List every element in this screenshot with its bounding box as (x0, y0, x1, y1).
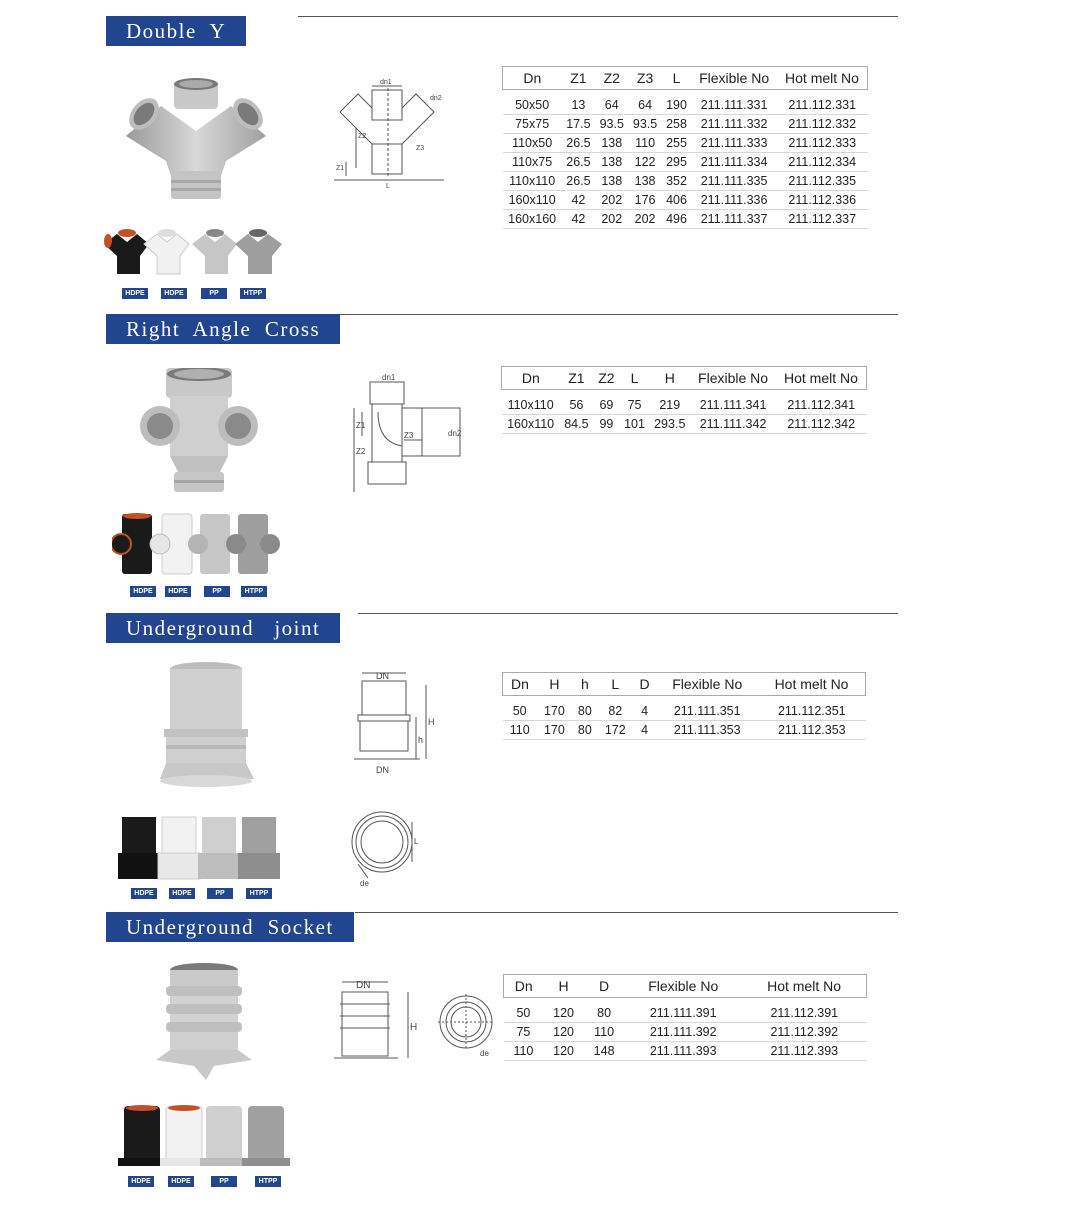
material-badge: HTPP (241, 586, 267, 597)
dim-label: de (480, 1049, 489, 1058)
dim-label: dn1 (382, 373, 396, 382)
section-rule (298, 16, 898, 17)
underground-joint-top-view-drawing (348, 808, 428, 888)
dim-label: H (428, 717, 435, 727)
right-angle-cross-technical-drawing (348, 372, 468, 497)
table-cell: 80 (584, 998, 625, 1023)
table-cell: 110x110 (502, 390, 560, 415)
double-y-technical-drawing (332, 78, 452, 188)
dim-label: dn2 (430, 95, 442, 102)
table-cell: 101 (620, 415, 649, 434)
col-header: Z3 (628, 67, 661, 90)
table-cell: 211.111.351 (656, 696, 758, 721)
table-cell: 26.5 (562, 172, 595, 191)
dim-label: h (418, 735, 424, 745)
table-cell: 293.5 (649, 415, 690, 434)
table-cell: 211.112.341 (776, 390, 867, 415)
material-badge: HDPE (168, 1176, 194, 1187)
material-badge: PP (207, 888, 233, 899)
table-cell: 138 (595, 134, 628, 153)
material-badge: HDPE (161, 288, 187, 299)
table-cell: 160x110 (503, 191, 562, 210)
section-title: Underground joint (106, 613, 340, 643)
table-row (503, 134, 868, 153)
table-cell: 211.111.393 (624, 1042, 742, 1061)
col-header: Hot melt No (777, 67, 868, 90)
table-row (503, 90, 868, 115)
dim-label: DN (356, 980, 371, 991)
col-header: Dn (504, 975, 544, 998)
dim-label: L (386, 183, 390, 188)
col-header: L (598, 673, 633, 696)
dim-label: Z2 (358, 133, 367, 140)
col-header: Z1 (560, 367, 593, 390)
dim-label: Z1 (336, 165, 345, 172)
col-header: Z2 (593, 367, 620, 390)
table-cell: 190 (662, 90, 692, 115)
table-cell: 211.111.334 (691, 153, 777, 172)
table-cell: 211.111.342 (690, 415, 776, 434)
table-cell: 172 (598, 721, 633, 740)
table-cell: 50 (504, 998, 544, 1023)
table-cell: 211.111.391 (624, 998, 742, 1023)
table-cell: 170 (537, 696, 572, 721)
table-body (504, 998, 867, 1061)
underground-joint-spec-table (502, 672, 866, 740)
dim-label: Z3 (416, 145, 425, 152)
dim-label: dn2 (448, 429, 462, 438)
dim-label: L (414, 837, 419, 846)
table-cell: 219 (649, 390, 690, 415)
underground-joint-variants-image (116, 813, 301, 883)
table-cell: 211.111.337 (691, 210, 777, 229)
table-cell: 4 (633, 721, 657, 740)
double-y-spec-table (502, 66, 868, 229)
table-row (503, 696, 866, 721)
table-cell: 110 (584, 1023, 625, 1042)
col-header: Z1 (562, 67, 595, 90)
table-cell: 496 (662, 210, 692, 229)
dim-label: de (360, 879, 369, 888)
col-header: H (537, 673, 572, 696)
double-y-variants-image (102, 224, 287, 289)
table-cell: 211.111.392 (624, 1023, 742, 1042)
col-header: Dn (503, 67, 562, 90)
underground-socket-technical-drawing (332, 974, 422, 1064)
table-cell: 26.5 (562, 134, 595, 153)
table-cell: 110x75 (503, 153, 562, 172)
dim-label: Z3 (404, 431, 414, 440)
table-cell: 56 (560, 390, 593, 415)
table-row (503, 721, 866, 740)
section-rule (355, 912, 898, 913)
table-cell: 211.112.393 (742, 1042, 866, 1061)
table-cell: 110 (503, 721, 537, 740)
table-cell: 255 (662, 134, 692, 153)
table-cell: 99 (593, 415, 620, 434)
underground-socket-variants-image (118, 1104, 303, 1174)
table-row (503, 210, 868, 229)
table-body (503, 696, 866, 740)
material-badge: PP (204, 586, 230, 597)
table-cell: 258 (662, 115, 692, 134)
material-badge: HDPE (169, 888, 195, 899)
table-cell: 211.111.332 (691, 115, 777, 134)
col-header: Flexible No (691, 67, 777, 90)
col-header: D (584, 975, 625, 998)
table-cell: 110x50 (503, 134, 562, 153)
col-header: H (543, 975, 584, 998)
section-title: Underground Socket (106, 912, 354, 942)
dim-label: H (410, 1022, 418, 1033)
table-cell: 406 (662, 191, 692, 210)
col-header: H (649, 367, 690, 390)
table-cell: 110 (628, 134, 661, 153)
table-cell: 211.112.337 (777, 210, 868, 229)
table-cell: 211.111.331 (691, 90, 777, 115)
material-badge: HDPE (128, 1176, 154, 1187)
table-cell: 75 (620, 390, 649, 415)
table-cell: 138 (628, 172, 661, 191)
table-cell: 26.5 (562, 153, 595, 172)
underground-socket-spec-table (503, 974, 867, 1061)
table-cell: 93.5 (595, 115, 628, 134)
table-row (502, 415, 867, 434)
col-header: Z2 (595, 67, 628, 90)
table-cell: 138 (595, 172, 628, 191)
table-cell: 64 (628, 90, 661, 115)
table-cell: 80 (572, 696, 598, 721)
table-cell: 211.112.333 (777, 134, 868, 153)
table-row (503, 115, 868, 134)
table-cell: 82 (598, 696, 633, 721)
table-cell: 202 (595, 210, 628, 229)
table-cell: 42 (562, 191, 595, 210)
section-underground-socket (0, 912, 1080, 1208)
table-cell: 211.112.391 (742, 998, 866, 1023)
underground-joint-technical-drawing (348, 667, 448, 787)
table-cell: 160x110 (502, 415, 560, 434)
col-header: L (662, 67, 692, 90)
table-row (503, 191, 868, 210)
dim-label: Z2 (356, 447, 366, 456)
right-angle-cross-spec-table (501, 366, 867, 434)
dim-label: DN (376, 765, 389, 775)
underground-socket-product-image (154, 962, 264, 1087)
col-header: Dn (503, 673, 537, 696)
table-cell: 211.111.333 (691, 134, 777, 153)
col-header: Hot melt No (742, 975, 866, 998)
table-cell: 352 (662, 172, 692, 191)
table-cell: 110 (504, 1042, 544, 1061)
section-underground-joint (0, 613, 1080, 911)
table-cell: 75 (504, 1023, 544, 1042)
col-header: Hot melt No (776, 367, 867, 390)
table-body (503, 90, 868, 229)
col-header: Flexible No (624, 975, 742, 998)
table-cell: 170 (537, 721, 572, 740)
table-cell: 13 (562, 90, 595, 115)
table-cell: 84.5 (560, 415, 593, 434)
table-cell: 211.112.351 (758, 696, 865, 721)
col-header: Dn (502, 367, 560, 390)
table-cell: 110x110 (503, 172, 562, 191)
material-badge: HTPP (246, 888, 272, 899)
section-rule (358, 613, 898, 614)
dim-label: Z1 (356, 421, 366, 430)
material-badge: PP (211, 1176, 237, 1187)
table-row (502, 390, 867, 415)
section-double-y (0, 16, 1080, 314)
table-cell: 122 (628, 153, 661, 172)
table-cell: 211.112.331 (777, 90, 868, 115)
section-right-angle-cross (0, 314, 1080, 612)
table-cell: 160x160 (503, 210, 562, 229)
table-body (502, 390, 867, 434)
table-cell: 211.111.335 (691, 172, 777, 191)
table-cell: 148 (584, 1042, 625, 1061)
table-cell: 50x50 (503, 90, 562, 115)
table-cell: 295 (662, 153, 692, 172)
col-header: Flexible No (690, 367, 776, 390)
table-row (503, 172, 868, 191)
table-cell: 211.112.353 (758, 721, 865, 740)
table-cell: 211.111.336 (691, 191, 777, 210)
section-rule (330, 314, 898, 315)
right-angle-cross-variants-image (112, 512, 297, 582)
table-cell: 93.5 (628, 115, 661, 134)
table-cell: 138 (595, 153, 628, 172)
table-cell: 211.112.392 (742, 1023, 866, 1042)
dim-label: dn1 (380, 79, 392, 86)
table-cell: 17.5 (562, 115, 595, 134)
col-header: Flexible No (656, 673, 758, 696)
material-badge: HDPE (131, 888, 157, 899)
table-cell: 211.112.334 (777, 153, 868, 172)
col-header: Hot melt No (758, 673, 865, 696)
material-badge: HTPP (240, 288, 266, 299)
material-badge: HDPE (122, 288, 148, 299)
table-cell: 120 (543, 998, 584, 1023)
section-title: Right Angle Cross (106, 314, 340, 344)
table-cell: 211.111.341 (690, 390, 776, 415)
table-cell: 211.112.332 (777, 115, 868, 134)
table-row (504, 1023, 867, 1042)
underground-joint-product-image (158, 661, 258, 791)
table-cell: 211.112.336 (777, 191, 868, 210)
table-cell: 176 (628, 191, 661, 210)
material-badge: PP (201, 288, 227, 299)
material-badge: HDPE (130, 586, 156, 597)
col-header: L (620, 367, 649, 390)
dim-label: DN (376, 671, 389, 681)
table-cell: 50 (503, 696, 537, 721)
table-cell: 75x75 (503, 115, 562, 134)
table-cell: 64 (595, 90, 628, 115)
table-row (504, 1042, 867, 1061)
col-header: D (633, 673, 657, 696)
table-cell: 69 (593, 390, 620, 415)
material-badge: HDPE (165, 586, 191, 597)
table-cell: 211.112.342 (776, 415, 867, 434)
table-cell: 42 (562, 210, 595, 229)
table-cell: 202 (628, 210, 661, 229)
underground-socket-top-view-drawing (436, 992, 506, 1062)
material-badge: HTPP (255, 1176, 281, 1187)
table-cell: 211.111.353 (656, 721, 758, 740)
table-cell: 4 (633, 696, 657, 721)
section-title: Double Y (106, 16, 246, 46)
double-y-product-image (116, 76, 276, 206)
table-cell: 211.112.335 (777, 172, 868, 191)
table-cell: 120 (543, 1042, 584, 1061)
table-cell: 120 (543, 1023, 584, 1042)
table-row (503, 153, 868, 172)
col-header: h (572, 673, 598, 696)
right-angle-cross-product-image (140, 368, 260, 498)
table-cell: 80 (572, 721, 598, 740)
table-cell: 202 (595, 191, 628, 210)
table-row (504, 998, 867, 1023)
